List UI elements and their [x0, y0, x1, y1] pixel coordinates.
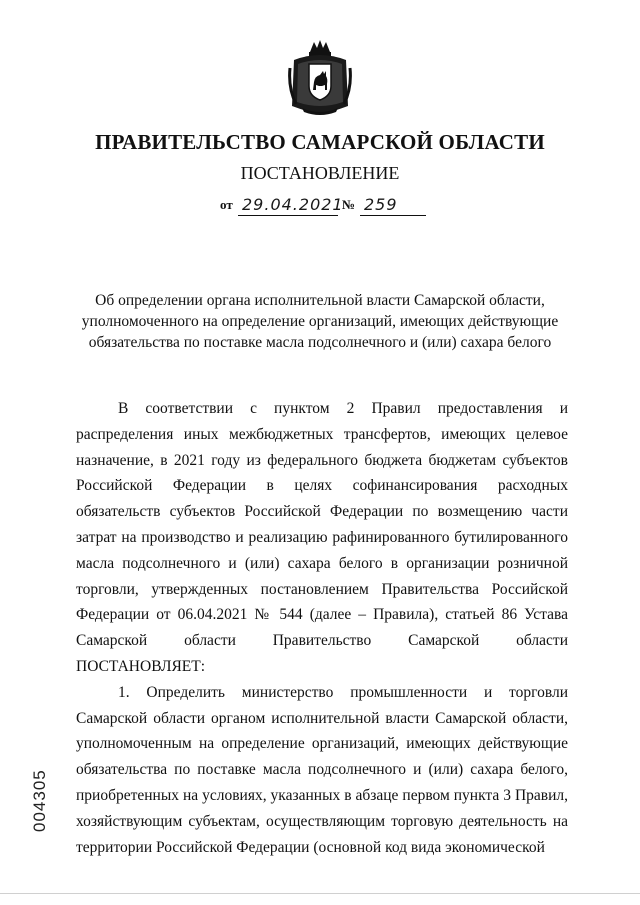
- subject-line: обязательства по поставке масла подсолнечного и (или) сахара белого: [88, 334, 552, 351]
- document-subject: [80, 290, 560, 353]
- number-value: 259: [364, 195, 398, 214]
- page-bottom-edge: [0, 893, 640, 894]
- date-underline: [238, 215, 338, 216]
- document-type: ПОСТАНОВЛЕНИЕ: [240, 163, 400, 183]
- date-value: 29.04.2021: [242, 195, 344, 214]
- side-serial-stamp: 004305: [30, 769, 49, 832]
- number-prefix: №: [342, 197, 356, 212]
- body-paragraph-2: 1. Определить министерство промышленности и торговли Самарской области органом исполнительной власти Самарской области, уполномоченным на определение организаций, имеющих действующие обязательства по поставке масла подсолнечного и (или) сахара белого, приобретенных на условиях, указанных в абзаце первом пункта 3 Правил, хозяйствующим субъектам, осуществляющим торговую деятельность на территории Российской Федерации (основной код вида экономической: [76, 683, 568, 856]
- subject-line: уполномоченного на определение организаций, имеющих действующие: [81, 313, 559, 330]
- subject-line: Об определении органа исполнительной власти Самарской области,: [95, 292, 545, 309]
- number-underline: [360, 215, 426, 216]
- coat-of-arms-icon: [288, 38, 352, 116]
- body-paragraph-1: В соответствии с пунктом 2 Правил предоставления и распределения иных межбюджетных трансфертов, имеющих целевое назначение, в 2021 году из федерального бюджета бюджетам субъектов Российской Федерации в целях софинансирования расходных обязательств субъектов Российской Федерации по возмещению части затрат на производство и реализацию рафинированного бутилированного масла подсолнечного и (или) сахара белого в организации розничной торговли, утвержденных постановлением Правительства Российской Федерации от 06.04.2021 № 544 (далее – Правила), статьей 86 Устава Самарской области Правительство Самарской области ПОСТАНОВЛЯЕТ:: [76, 400, 568, 675]
- document-body: [76, 396, 568, 860]
- date-number-line: [220, 193, 430, 217]
- government-title: ПРАВИТЕЛЬСТВО САМАРСКОЙ ОБЛАСТИ: [95, 130, 545, 154]
- date-prefix: от: [220, 197, 233, 212]
